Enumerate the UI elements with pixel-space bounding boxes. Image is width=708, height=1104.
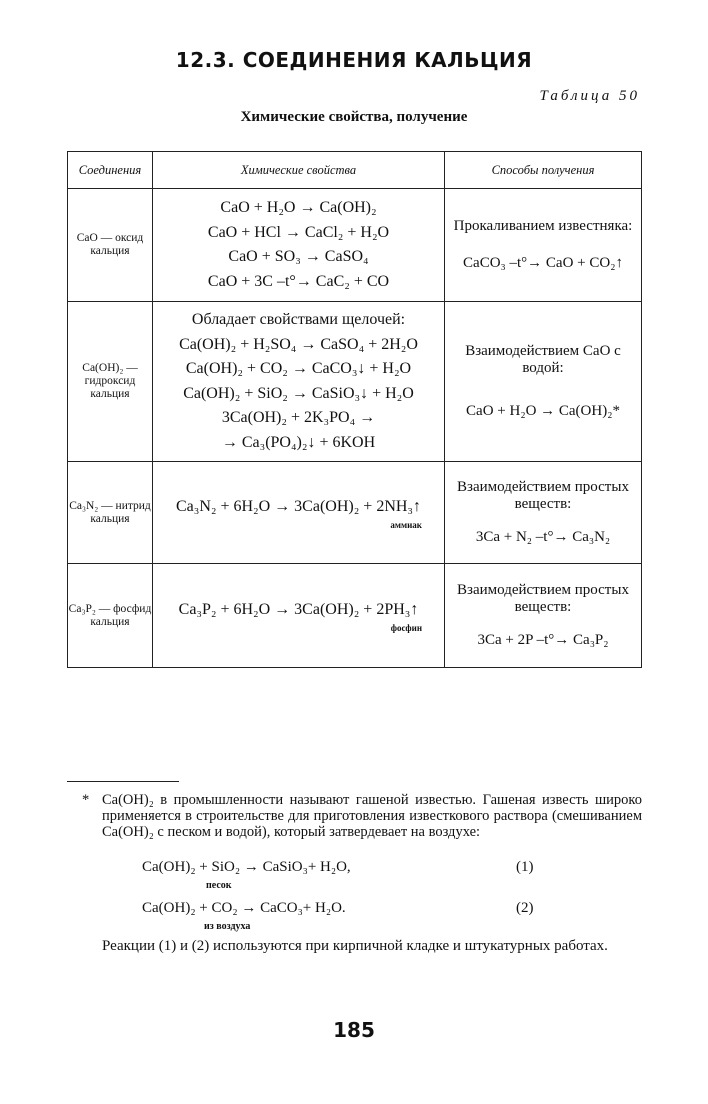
compound-cell: Ca₃P₂ — фосфид кальция	[68, 564, 153, 668]
header-methods: Способы получения	[445, 152, 642, 189]
equation: CaO + H₂O → Ca(OH)₂	[220, 199, 377, 216]
method-equation: CaO + H₂O → Ca(OH)₂*	[466, 403, 620, 419]
footnote-note-1: песок	[206, 880, 232, 891]
compound-cell: Ca(OH)₂ — гидроксид кальция	[68, 302, 153, 462]
method-equation: CaCO₃ –t°→ CaO + CO₂↑	[463, 255, 623, 271]
method-cell	[445, 462, 642, 564]
table-row	[68, 302, 642, 462]
footnote-equation-1: Ca(OH)₂ + SiO₂ → CaSiO₃+ H₂O,	[142, 859, 351, 875]
method-cell	[445, 564, 642, 668]
properties-cell	[153, 189, 445, 302]
method-cell	[445, 189, 642, 302]
method-cell	[445, 302, 642, 462]
properties-cell	[153, 564, 445, 668]
equation: Ca₃N₂ + 6H₂O → 3Ca(OH)₂ + 2NH₃↑	[175, 498, 422, 516]
equation: Ca₃P₂ + 6H₂O → 3Ca(OH)₂ + 2PH₃↑	[178, 601, 419, 619]
method-text: Прокаливанием известняка:	[453, 218, 633, 234]
equation: CaO + SO₃ → CaSO₄	[228, 248, 369, 265]
equation: CaO + 3C –t°→ CaC₂ + CO	[207, 272, 390, 290]
header-compound: Соединения	[68, 152, 153, 189]
table-row	[68, 189, 642, 302]
table-row	[68, 462, 642, 564]
footnote-note-2: из воздуха	[204, 921, 251, 932]
footnote-closing: Реакции (1) и (2) используются при кирпичной кладке и штукатурных работах.	[102, 938, 608, 954]
properties-cell	[153, 462, 445, 564]
footnote-marker: *	[82, 792, 90, 808]
method-equation: 3Ca + 2P –t°→ Ca₃P₂	[477, 632, 609, 648]
method-text: Взаимодействием CaO с водой:	[465, 343, 621, 376]
substance-note: фосфин	[390, 622, 422, 633]
table-number: Таблица 50	[539, 88, 640, 104]
page-number: 185	[333, 1018, 375, 1042]
method-equation: 3Ca + N₂ –t°→ Ca₃N₂	[475, 529, 611, 545]
table-title: Химические свойства, получение	[240, 109, 468, 125]
equation: Ca(OH)₂ + H₂SO₄ → CaSO₄ + 2H₂O	[179, 335, 418, 353]
properties-cell	[153, 302, 445, 462]
compound-cell: Ca₃N₂ — нитрид кальция	[68, 462, 153, 564]
table-header-row	[68, 152, 642, 189]
section-title: 12.3. СОЕДИНЕНИЯ КАЛЬЦИЯ	[175, 48, 533, 72]
equation: → Ca₃(PO₄)₂↓ + 6KOH	[221, 433, 376, 451]
equation: Ca(OH)₂ + SiO₂ → CaSiO₃↓ + H₂O	[183, 384, 414, 402]
equation: CaO + HCl → CaCl₂ + H₂O	[207, 223, 390, 241]
footnote-equation-2: Ca(OH)₂ + CO₂ → CaCO₃+ H₂O.	[142, 900, 346, 916]
method-text: Взаимодействием простых веществ:	[457, 582, 629, 615]
compound-cell: CaO — оксид кальция	[68, 189, 153, 302]
equation: 3Ca(OH)₂ + 2K₃PO₄ →	[221, 409, 376, 426]
equation: Ca(OH)₂ + CO₂ → CaCO₃↓ + H₂O	[185, 360, 412, 377]
equation: Обладает свойствами щелочей:	[191, 311, 406, 328]
equation-number-2: (2)	[516, 900, 534, 916]
equation-number-1: (1)	[516, 859, 534, 875]
footnote-text: Ca(OH)₂ в промышленности называют гашеной известью. Гашеная известь широко применяется в строительстве для приготовления известкового раствора (смешиванием Ca(OH)₂ с песком и водой), который затвердевает на воздухе:	[102, 792, 642, 840]
properties-table	[67, 151, 642, 668]
header-properties: Химические свойства	[153, 152, 445, 189]
footnote-divider	[67, 781, 179, 782]
method-text: Взаимодействием простых веществ:	[457, 479, 629, 512]
table-row	[68, 564, 642, 668]
substance-note: аммиак	[390, 519, 422, 530]
